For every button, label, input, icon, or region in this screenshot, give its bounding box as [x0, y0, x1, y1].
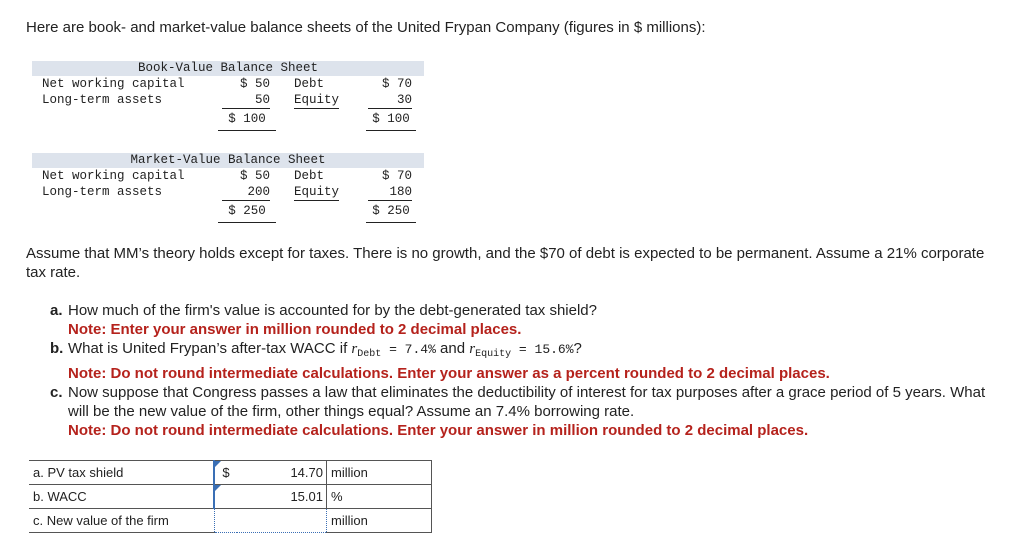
- market-row: [32, 168, 424, 184]
- market-row-label: Net working capital: [42, 169, 185, 183]
- market-total-row: [32, 200, 424, 220]
- book-row-label: Long-term assets: [42, 93, 163, 107]
- r-equity-symbol: r: [469, 341, 476, 357]
- answer-unit: %: [327, 485, 432, 509]
- question-a: [50, 301, 1000, 339]
- market-row-value: $ 70: [381, 169, 412, 183]
- question-b: [50, 339, 1000, 383]
- book-row: [32, 92, 424, 108]
- answer-prefix: [214, 509, 237, 533]
- questions: [50, 301, 1000, 440]
- answer-input-wacc[interactable]: 15.01: [237, 485, 327, 509]
- answer-label: c. New value of the firm: [29, 509, 214, 533]
- book-total-left: $ 100: [218, 108, 276, 131]
- market-total-left: $ 250: [218, 200, 276, 223]
- book-row-label: Debt: [294, 77, 325, 91]
- book-row-label: Equity: [294, 93, 340, 107]
- question-text-part: ?: [573, 340, 582, 357]
- question-text-part: What is United Frypan’s after-tax WACC if: [68, 340, 352, 357]
- r-debt-symbol: r: [351, 341, 358, 357]
- market-row: [32, 184, 424, 200]
- book-row: [32, 76, 424, 92]
- book-row-value: 30: [368, 92, 412, 109]
- assumption-text: Assume that MM’s theory holds except for taxes. There is no growth, and the $70 of debt is expected to be permanent. Assume a 21% corporate tax rate.: [26, 245, 985, 281]
- dollar-sign: $: [222, 465, 230, 480]
- book-row-label: Net working capital: [42, 77, 185, 91]
- question-text: Now suppose that Congress passes a law that eliminates the deductibility of interest for tax purposes after a grace period of 5 years. What will be the new value of the firm, other things equal? Assume an 7.4% borrowing rate.: [68, 384, 986, 420]
- question-label: b.: [50, 340, 64, 357]
- flag-icon: [215, 485, 221, 491]
- market-row-label: Equity: [294, 185, 340, 199]
- answer-input-pv-tax-shield[interactable]: 14.70: [237, 461, 327, 485]
- r-debt-value: = 7.4%: [381, 342, 436, 357]
- answer-label: a. PV tax shield: [29, 461, 214, 485]
- r-equity-value: = 15.6%: [511, 342, 574, 357]
- book-row-value: $ 70: [381, 77, 412, 91]
- question-label: c.: [50, 384, 63, 401]
- question-text-part: and: [435, 340, 470, 357]
- r-equity-subscript: Equity: [475, 349, 512, 360]
- question-c: [50, 383, 1000, 440]
- market-row-label: Debt: [294, 169, 325, 183]
- answer-input-new-value[interactable]: [237, 509, 327, 533]
- answer-unit: million: [327, 461, 432, 485]
- answer-table: [29, 460, 432, 533]
- book-total-row: [32, 108, 424, 128]
- answer-row: [29, 461, 432, 485]
- answer-prefix: [214, 461, 237, 485]
- market-row-label: Long-term assets: [42, 185, 163, 199]
- book-total-right: $ 100: [366, 108, 416, 131]
- market-value-balance-sheet: [32, 153, 424, 220]
- question-note: Note: Do not round intermediate calculations. Enter your answer as a percent rounded to 2 decimal places.: [68, 365, 830, 382]
- market-row-value: $ 50: [239, 169, 270, 183]
- intro-text: Here are book- and market-value balance sheets of the United Frypan Company (figures in $ millions):: [26, 19, 706, 36]
- question-note: Note: Enter your answer in million rounded to 2 decimal places.: [68, 321, 522, 338]
- market-sheet-title: Market-Value Balance Sheet: [32, 153, 424, 168]
- question-note: Note: Do not round intermediate calculations. Enter your answer in million rounded to 2 decimal places.: [68, 422, 809, 439]
- r-debt-subscript: Debt: [357, 349, 382, 360]
- flag-icon: [215, 461, 221, 467]
- market-row-value: 200: [222, 184, 270, 201]
- answer-unit: million: [327, 509, 432, 533]
- question-label: a.: [50, 302, 63, 319]
- answer-row: [29, 509, 432, 533]
- answer-prefix: [214, 485, 237, 509]
- question-text: How much of the firm's value is accounted for by the debt-generated tax shield?: [68, 302, 597, 319]
- book-sheet-title: Book-Value Balance Sheet: [32, 61, 424, 76]
- answer-label: b. WACC: [29, 485, 214, 509]
- book-row-value: $ 50: [239, 77, 270, 91]
- book-row-value: 50: [222, 92, 270, 109]
- question-text: [68, 339, 1000, 364]
- book-value-balance-sheet: [32, 61, 424, 128]
- market-row-value: 180: [368, 184, 412, 201]
- answer-row: [29, 485, 432, 509]
- market-total-right: $ 250: [366, 200, 416, 223]
